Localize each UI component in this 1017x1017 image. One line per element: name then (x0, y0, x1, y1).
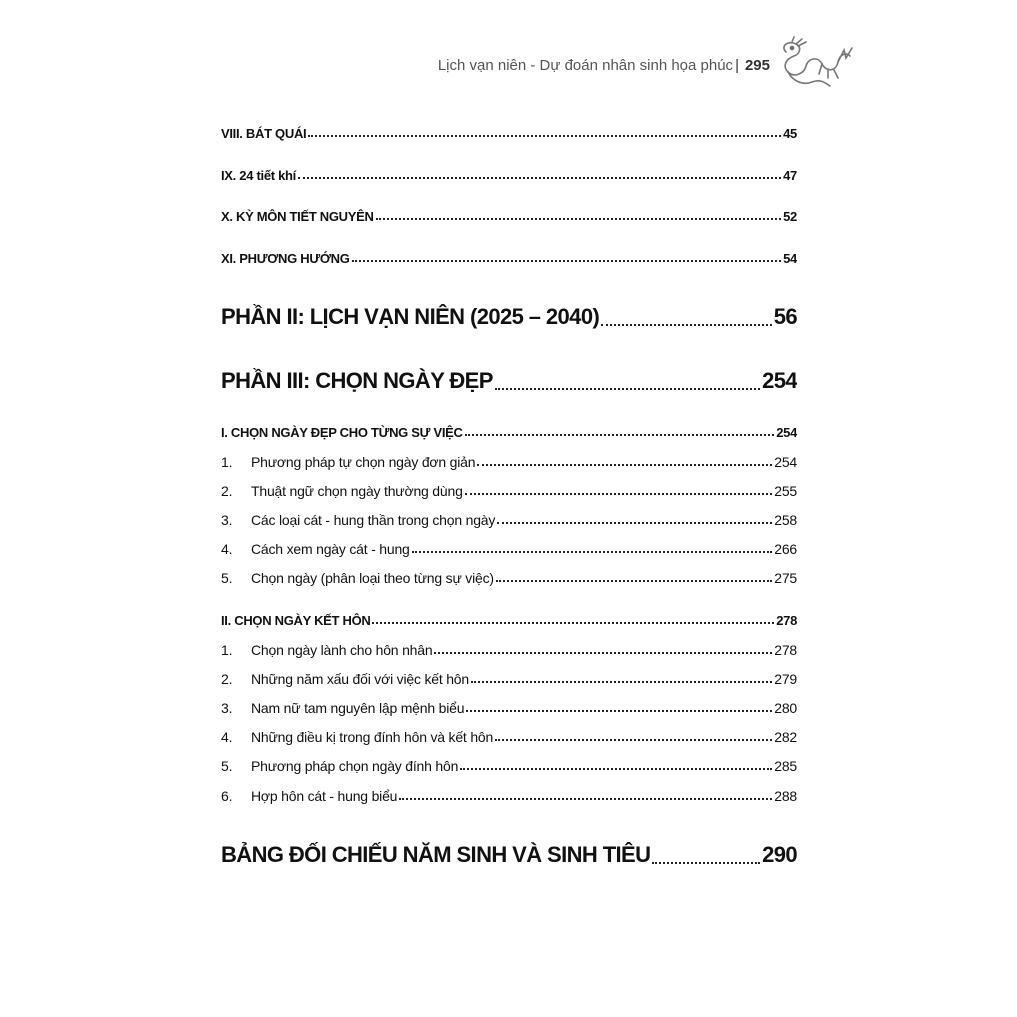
toc-subentry-label: Thuật ngữ chọn ngày thường dùng (251, 483, 463, 499)
toc-subentry-number: 2. (221, 483, 233, 499)
toc-entry-page: 258 (774, 512, 797, 528)
toc-entry-phan-iii[interactable] (221, 368, 797, 394)
toc-subentry[interactable] (221, 483, 797, 499)
dot-leader (495, 388, 760, 390)
toc-subentry[interactable] (221, 788, 797, 804)
dot-leader (412, 551, 773, 553)
toc-entry-phan-ii[interactable] (221, 304, 797, 330)
header-separator: | (735, 56, 739, 74)
toc-subentry-number: 3. (221, 700, 233, 716)
toc-subentry[interactable] (221, 700, 797, 716)
toc-subentry-label: Phương pháp chọn ngày đính hôn (251, 758, 459, 774)
toc-entry-page: 255 (774, 483, 797, 499)
toc-entry-chon-ngay-dep-cho-tung-su-viec[interactable] (221, 425, 797, 440)
toc-entry-24-tiet-khi[interactable] (221, 168, 797, 183)
toc-entry-page: 279 (774, 671, 797, 687)
toc-entry-page: 52 (783, 209, 797, 224)
dot-leader (434, 652, 772, 654)
toc-entry-label: XI. PHƯƠNG HƯỚNG (221, 251, 350, 266)
dot-leader (352, 260, 782, 262)
dot-leader (465, 434, 775, 436)
toc-entry-label: VIII. BÁT QUÁI (221, 126, 307, 141)
toc-entry-bat-quai[interactable] (221, 126, 797, 141)
dot-leader (497, 522, 772, 524)
dot-leader (460, 768, 772, 770)
toc-subentry-number: 2. (221, 671, 233, 687)
dot-leader (601, 324, 772, 326)
toc-entry-label: IX. 24 tiết khí (221, 168, 296, 183)
toc-entry-page: 278 (774, 642, 797, 658)
toc-entry-label: X. KỲ MÔN TIẾT NGUYÊN (221, 209, 374, 224)
toc-entry-chon-ngay-ket-hon[interactable] (221, 613, 797, 628)
toc-subentry-label: Hợp hôn cát - hung biểu (251, 788, 398, 804)
toc-subentry-number: 5. (221, 758, 233, 774)
toc-subentry-label: Phương pháp tự chọn ngày đơn giản (251, 454, 476, 470)
toc-entry-page: 254 (762, 368, 797, 393)
toc-entry-page: 54 (783, 251, 797, 266)
toc-entry-bang-doi-chieu[interactable] (221, 842, 797, 868)
dot-leader (465, 493, 773, 495)
toc-subentry-label: Các loại cát - hung thần trong chọn ngày (251, 512, 496, 528)
toc-subentry-label: Chọn ngày (phân loại theo từng sự việc) (251, 570, 494, 586)
dot-leader (372, 622, 774, 624)
toc-entry-page: 254 (776, 425, 797, 440)
dragon-ornament-icon (772, 36, 854, 92)
toc-subentry-number: 4. (221, 729, 233, 745)
toc-subentry[interactable] (221, 729, 797, 745)
dot-leader (376, 218, 782, 220)
toc-entry-page: 275 (774, 570, 797, 586)
toc-subentry-number: 1. (221, 642, 233, 658)
dot-leader (466, 710, 772, 712)
toc-subentry[interactable] (221, 671, 797, 687)
toc-entry-label: PHẦN II: LỊCH VẠN NIÊN (2025 – 2040) (221, 304, 600, 329)
dot-leader (308, 135, 781, 137)
toc-subentry-label: Chọn ngày lành cho hôn nhân (251, 642, 433, 658)
toc-subentry-number: 3. (221, 512, 233, 528)
running-title: Lịch vạn niên - Dự đoán nhân sinh họa phúc (437, 56, 734, 74)
toc-entry-page: 285 (774, 758, 797, 774)
toc-subentry[interactable] (221, 454, 797, 470)
toc-entry-page: 282 (774, 729, 797, 745)
toc-subentry-number: 5. (221, 570, 233, 586)
toc-subentry-label: Cách xem ngày cát - hung (251, 541, 410, 557)
toc-entry-page: 266 (774, 541, 797, 557)
toc-entry-page: 278 (776, 613, 797, 628)
toc-entry-page: 47 (783, 168, 797, 183)
toc-entry-label: II. CHỌN NGÀY KẾT HÔN (221, 613, 371, 628)
toc-subentry-number: 4. (221, 541, 233, 557)
toc-subentry[interactable] (221, 541, 797, 557)
toc-entry-page: 280 (774, 700, 797, 716)
toc-subentry-label: Nam nữ tam nguyên lập mệnh biểu (251, 700, 465, 716)
toc-entry-page: 45 (783, 126, 797, 141)
dot-leader (399, 798, 772, 800)
toc-subentry-label: Những năm xấu đối với việc kết hôn (251, 671, 469, 687)
toc-subentry-number: 1. (221, 454, 233, 470)
toc-entry-page: 254 (774, 454, 797, 470)
dot-leader (495, 739, 772, 741)
dot-leader (496, 580, 772, 582)
running-header (400, 52, 770, 78)
toc-entry-ky-mon-tiet-nguyen[interactable] (221, 209, 797, 224)
toc-subentry[interactable] (221, 570, 797, 586)
toc-subentry[interactable] (221, 512, 797, 528)
toc-entry-phuong-huong[interactable] (221, 251, 797, 266)
dot-leader (471, 681, 772, 683)
toc-entry-label: PHẦN III: CHỌN NGÀY ĐẸP (221, 368, 493, 393)
toc-entry-page: 290 (762, 842, 797, 867)
dot-leader (298, 177, 781, 179)
toc-subentry[interactable] (221, 642, 797, 658)
toc-entry-page: 56 (773, 304, 797, 329)
dot-leader (652, 862, 760, 864)
page-number: 295 (744, 56, 770, 74)
toc-entry-label: I. CHỌN NGÀY ĐẸP CHO TỪNG SỰ VIỆC (221, 425, 463, 440)
dot-leader (477, 464, 772, 466)
toc-subentry-label: Những điều kị trong đính hôn và kết hôn (251, 729, 494, 745)
toc-entry-label: BẢNG ĐỐI CHIẾU NĂM SINH VÀ SINH TIÊU (221, 842, 651, 867)
toc-subentry-number: 6. (221, 788, 233, 804)
toc-entry-page: 288 (774, 788, 797, 804)
toc-subentry[interactable] (221, 758, 797, 774)
